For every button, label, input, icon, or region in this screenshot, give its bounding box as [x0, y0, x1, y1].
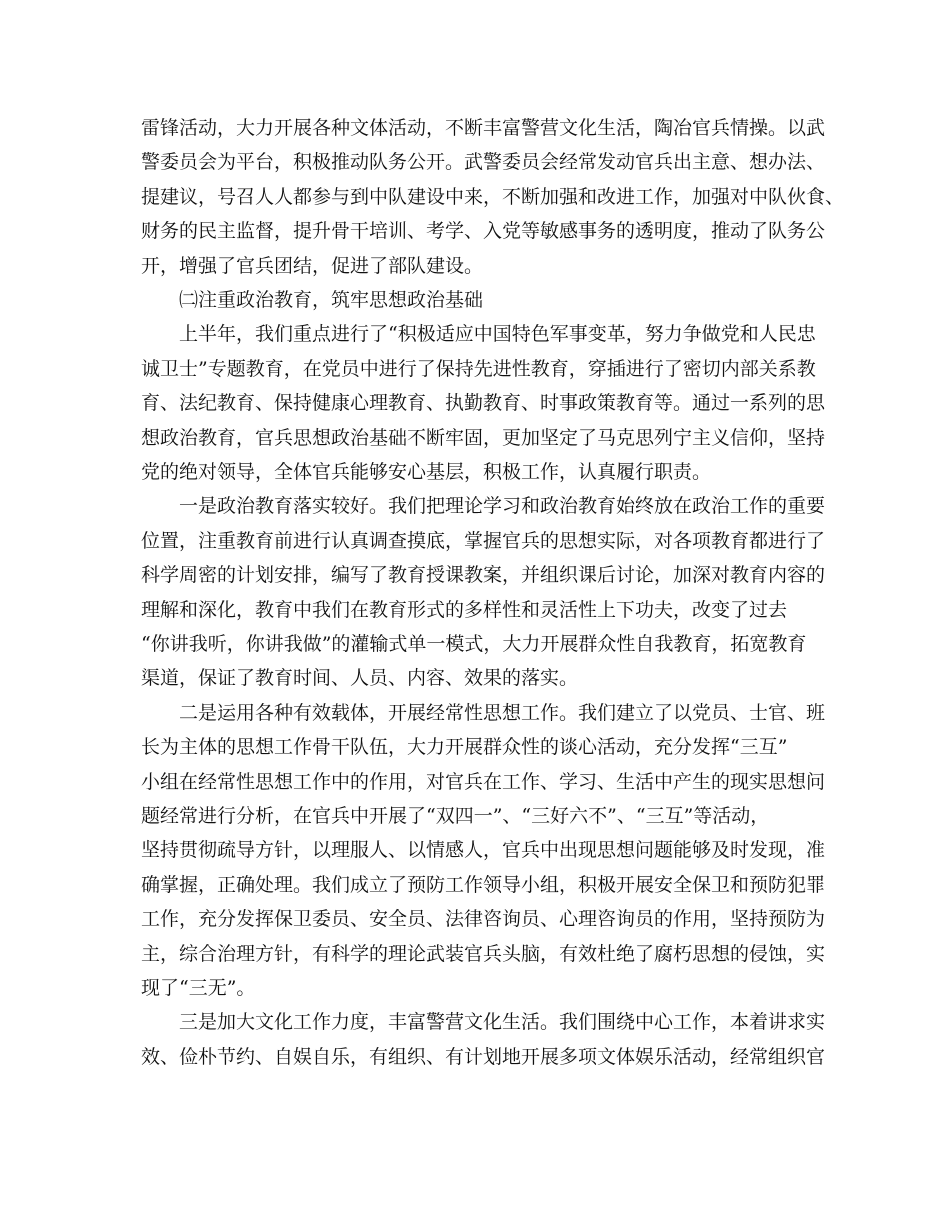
- section-heading: ㈡注重政治教育，筑牢思想政治基础: [179, 289, 484, 311]
- text-line: 现了“三无”。: [141, 977, 256, 999]
- text-line: 一是政治教育落实较好。我们把理论学习和政治教育始终放在政治工作的重要: [179, 495, 826, 517]
- text-line: 财务的民主监督，提升骨干培训、考学、入党等敏感事务的透明度，推动了队务公: [141, 220, 826, 242]
- text-line: 科学周密的计划安排，编写了教育授课教案，并组织课后讨论，加深对教育内容的: [141, 564, 826, 586]
- text-line: “你讲我听，你讲我做”的灌输式单一模式，大力开展群众性自我教育，拓宽教育: [141, 633, 807, 655]
- text-line: 雷锋活动，大力开展各种文体活动，不断丰富警营文化生活，陶冶官兵情操。以武: [141, 117, 826, 139]
- text-line: 长为主体的思想工作骨干队伍，大力开展群众性的谈心活动，充分发挥“三互”: [141, 736, 788, 758]
- text-line: 工作，充分发挥保卫委员、安全员、法律咨询员、心理咨询员的作用，坚持预防为: [141, 908, 826, 930]
- text-line: 诚卫士”专题教育，在党员中进行了保持先进性教育，穿插进行了密切内部关系教: [141, 358, 816, 380]
- text-line: 确掌握，正确处理。我们成立了预防工作领导小组，积极开展安全保卫和预防犯罪: [141, 874, 826, 896]
- text-line: 开，增强了官兵团结，促进了部队建设。: [141, 255, 484, 277]
- text-line: 上半年，我们重点进行了“积极适应中国特色军事变革，努力争做党和人民忠: [179, 323, 816, 345]
- text-line: 党的绝对领导，全体官兵能够安心基层，积极工作，认真履行职责。: [141, 461, 712, 483]
- text-line: 效、俭朴节约、自娱自乐，有组织、有计划地开展多项文体娱乐活动，经常组织官: [141, 1046, 826, 1068]
- text-line: 主，综合治理方针，有科学的理论武装官兵头脑，有效杜绝了腐朽思想的侵蚀，实: [141, 943, 826, 965]
- text-line: 三是加大文化工作力度，丰富警营文化生活。我们围绕中心工作，本着讲求实: [179, 1011, 826, 1033]
- text-line: 警委员会为平台，积极推动队务公开。武警委员会经常发动官兵出主意、想办法、: [141, 151, 826, 173]
- text-line: 位置，注重教育前进行认真调查摸底，掌握官兵的思想实际，对各项教育都进行了: [141, 530, 826, 552]
- text-line: 题经常进行分析，在官兵中开展了“双四一”、“三好六不”、“三互”等活动，: [141, 805, 770, 827]
- text-line: 坚持贯彻疏导方针，以理服人、以情感人，官兵中出现思想问题能够及时发现，准: [141, 839, 826, 861]
- text-line: 渠道，保证了教育时间、人员、内容、效果的落实。: [141, 667, 579, 689]
- text-line: 二是运用各种有效载体，开展经常性思想工作。我们建立了以党员、士官、班: [179, 702, 826, 724]
- text-line: 育、法纪教育、保持健康心理教育、执勤教育、时事政策教育等。通过一系列的思: [141, 392, 826, 414]
- text-line: 理解和深化，教育中我们在教育形式的多样性和灵活性上下功夫，改变了过去: [141, 599, 788, 621]
- text-line: 提建议，号召人人都参与到中队建设中来，不断加强和改进工作，加强对中队伙食、: [141, 186, 845, 208]
- text-line: 小组在经常性思想工作中的作用，对官兵在工作、学习、生活中产生的现实思想问: [141, 771, 826, 793]
- text-line: 想政治教育，官兵思想政治基础不断牢固，更加坚定了马克思列宁主义信仰，坚持: [141, 427, 826, 449]
